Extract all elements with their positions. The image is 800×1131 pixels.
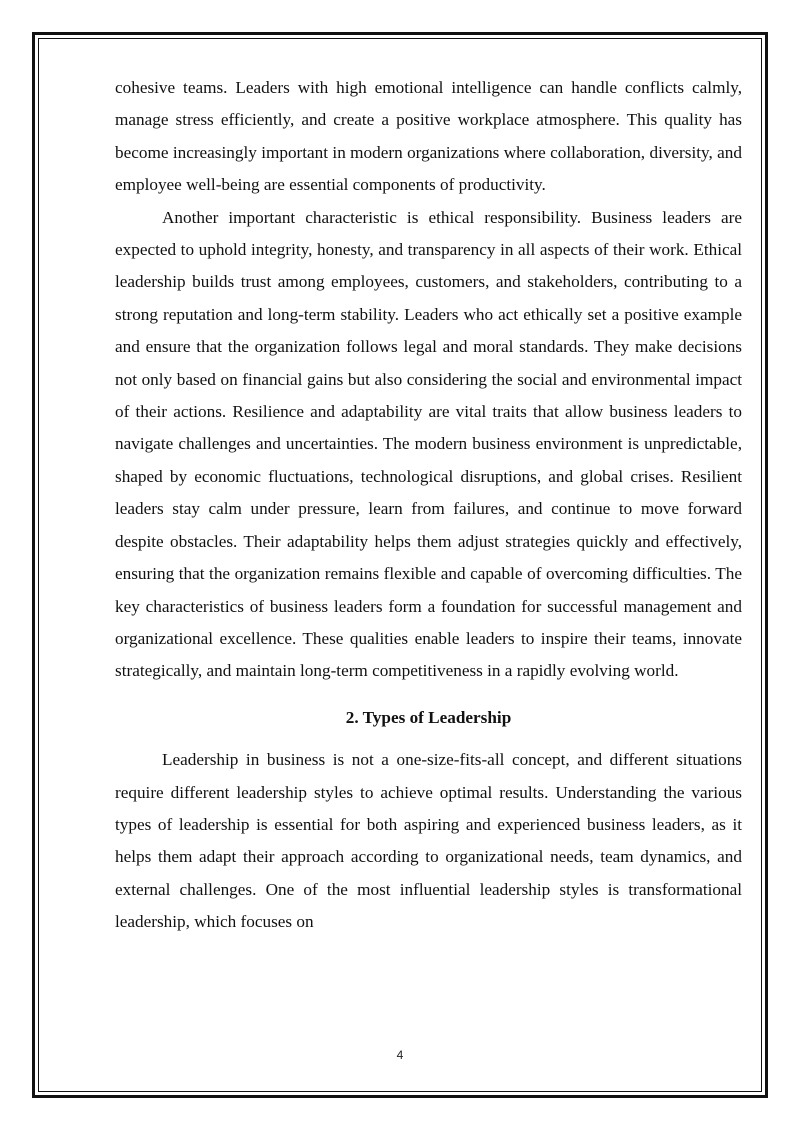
paragraph-types-of-leadership: Leadership in business is not a one-size-fits-all concept, and different situations require different leadership styles to achieve optimal results. Understanding the various types of leadership is essential for both aspiring and experienced business leaders, as it helps them adapt their approach according to organizational needs, team dynamics, and external challenges. One of the most influential leadership styles is transformational leadership, which focuses on [115, 750, 742, 932]
section-heading: 2. Types of Leadership [345, 707, 512, 727]
page-body [115, 72, 742, 939]
paragraph-emotional-intelligence: cohesive teams. Leaders with high emotional intelligence can handle conflicts calmly, manage stress efficiently, and create a positive workplace atmosphere. This quality has become increasingly important in modern organizations where collaboration, diversity, and employee well-being are essential components of productivity. [115, 78, 742, 195]
page-number: 4 [396, 1048, 404, 1062]
paragraph-ethical-responsibility: Another important characteristic is ethical responsibility. Business leaders are expected to uphold integrity, honesty, and transparency in all aspects of their work. Ethical leadership builds trust among employees, customers, and stakeholders, contributing to a strong reputation and long-term stability. Leaders who act ethically set a positive example and ensure that the organization follows legal and moral standards. They make decisions not only based on financial gains but also considering the social and environmental impact of their actions. Resilience and adaptability are vital traits that allow business leaders to navigate challenges and uncertainties. The modern business environment is unpredictable, shaped by economic fluctuations, technological disruptions, and global crises. Resilient leaders stay calm under pressure, learn from failures, and continue to move forward despite obstacles. Their adaptability helps them adjust strategies quickly and effectively, ensuring that the organization remains flexible and capable of overcoming difficulties. The key characteristics of business leaders form a foundation for successful management and organizational excellence. These qualities enable leaders to inspire their teams, innovate strategically, and maintain long-term competitiveness in a rapidly evolving world. [115, 207, 742, 681]
